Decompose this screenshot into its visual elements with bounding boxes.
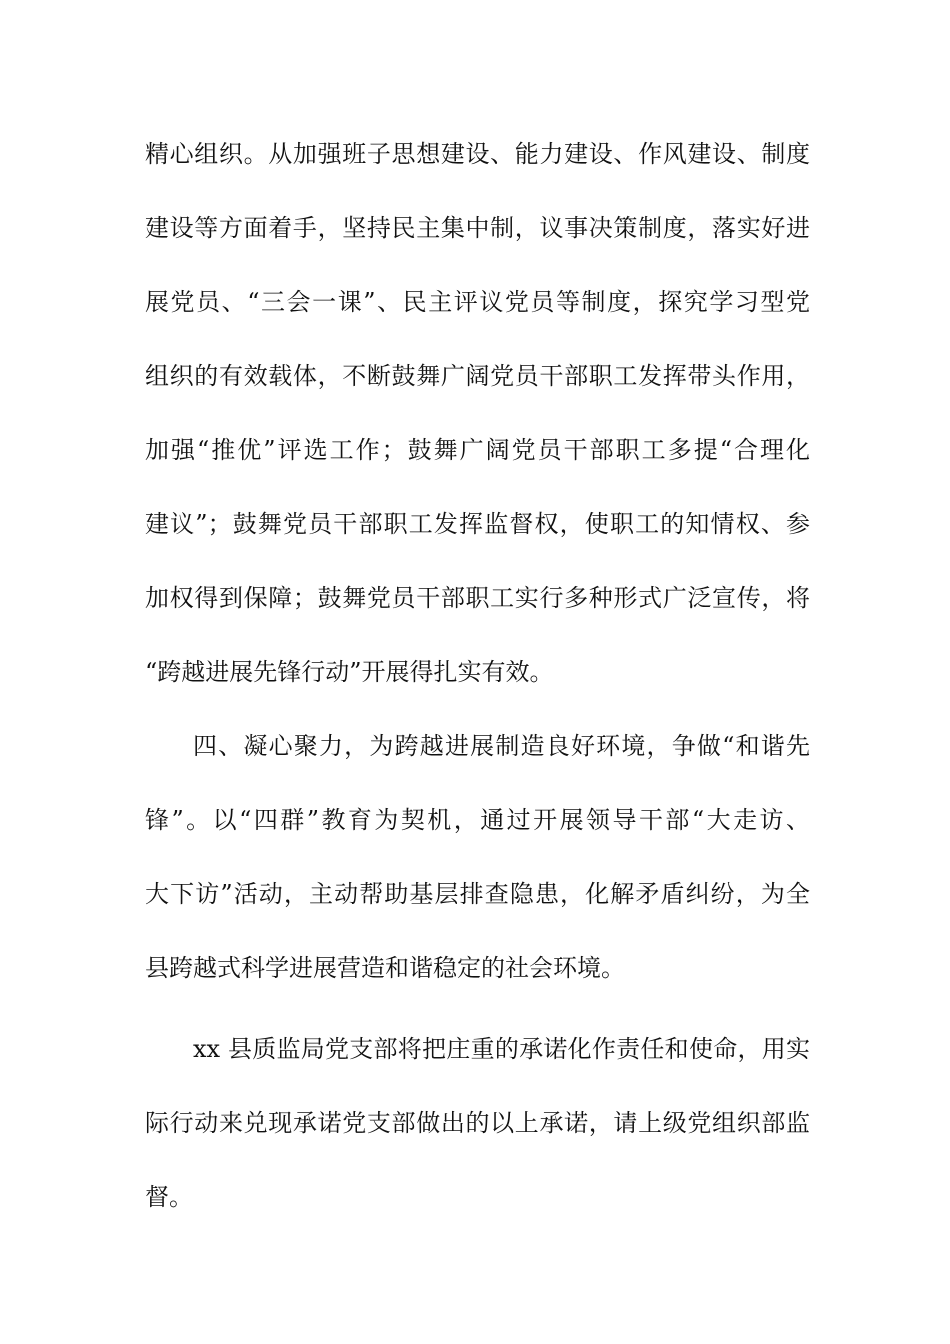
- paragraph-3-line-1: 精心组织。从加强班子思想建设、能力建设、作风建设、制度: [145, 140, 810, 168]
- paragraph-4-line-2: 锋”。以“四群”教育为契机，通过开展领导干部“大走访、: [145, 806, 810, 834]
- paragraph-3-line-2: 建设等方面着手，坚持民主集中制，议事决策制度，落实好进: [145, 214, 810, 242]
- closing-paragraph-line-1: xx 县质监局党支部将把庄重的承诺化作责任和使命，用实: [193, 1035, 810, 1063]
- paragraph-4-line-1: 四、凝心聚力，为跨越进展制造良好环境，争做“和谐先: [193, 732, 810, 760]
- closing-paragraph-line-2: 际行动来兑现承诺党支部做出的以上承诺，请上级党组织部监: [145, 1109, 810, 1137]
- paragraph-4-line-3: 大下访”活动，主动帮助基层排查隐患，化解矛盾纠纷，为全: [145, 880, 810, 908]
- paragraph-3-line-8: “跨越进展先锋行动”开展得扎实有效。: [145, 658, 554, 686]
- paragraph-3-line-5: 加强“推优”评选工作；鼓舞广阔党员干部职工多提“合理化: [145, 436, 810, 464]
- paragraph-4-line-4: 县跨越式科学进展营造和谐稳定的社会环境。: [145, 954, 625, 982]
- paragraph-3-line-4: 组织的有效载体，不断鼓舞广阔党员干部职工发挥带头作用，: [145, 362, 810, 390]
- paragraph-3-line-7: 加权得到保障；鼓舞党员干部职工实行多种形式广泛宣传，将: [145, 584, 810, 612]
- paragraph-3-line-3: 展党员、“三会一课”、民主评议党员等制度，探究学习型党: [145, 288, 810, 316]
- closing-paragraph-line-3: 督。: [145, 1183, 193, 1211]
- paragraph-3-line-6: 建议”；鼓舞党员干部职工发挥监督权，使职工的知情权、参: [145, 510, 810, 538]
